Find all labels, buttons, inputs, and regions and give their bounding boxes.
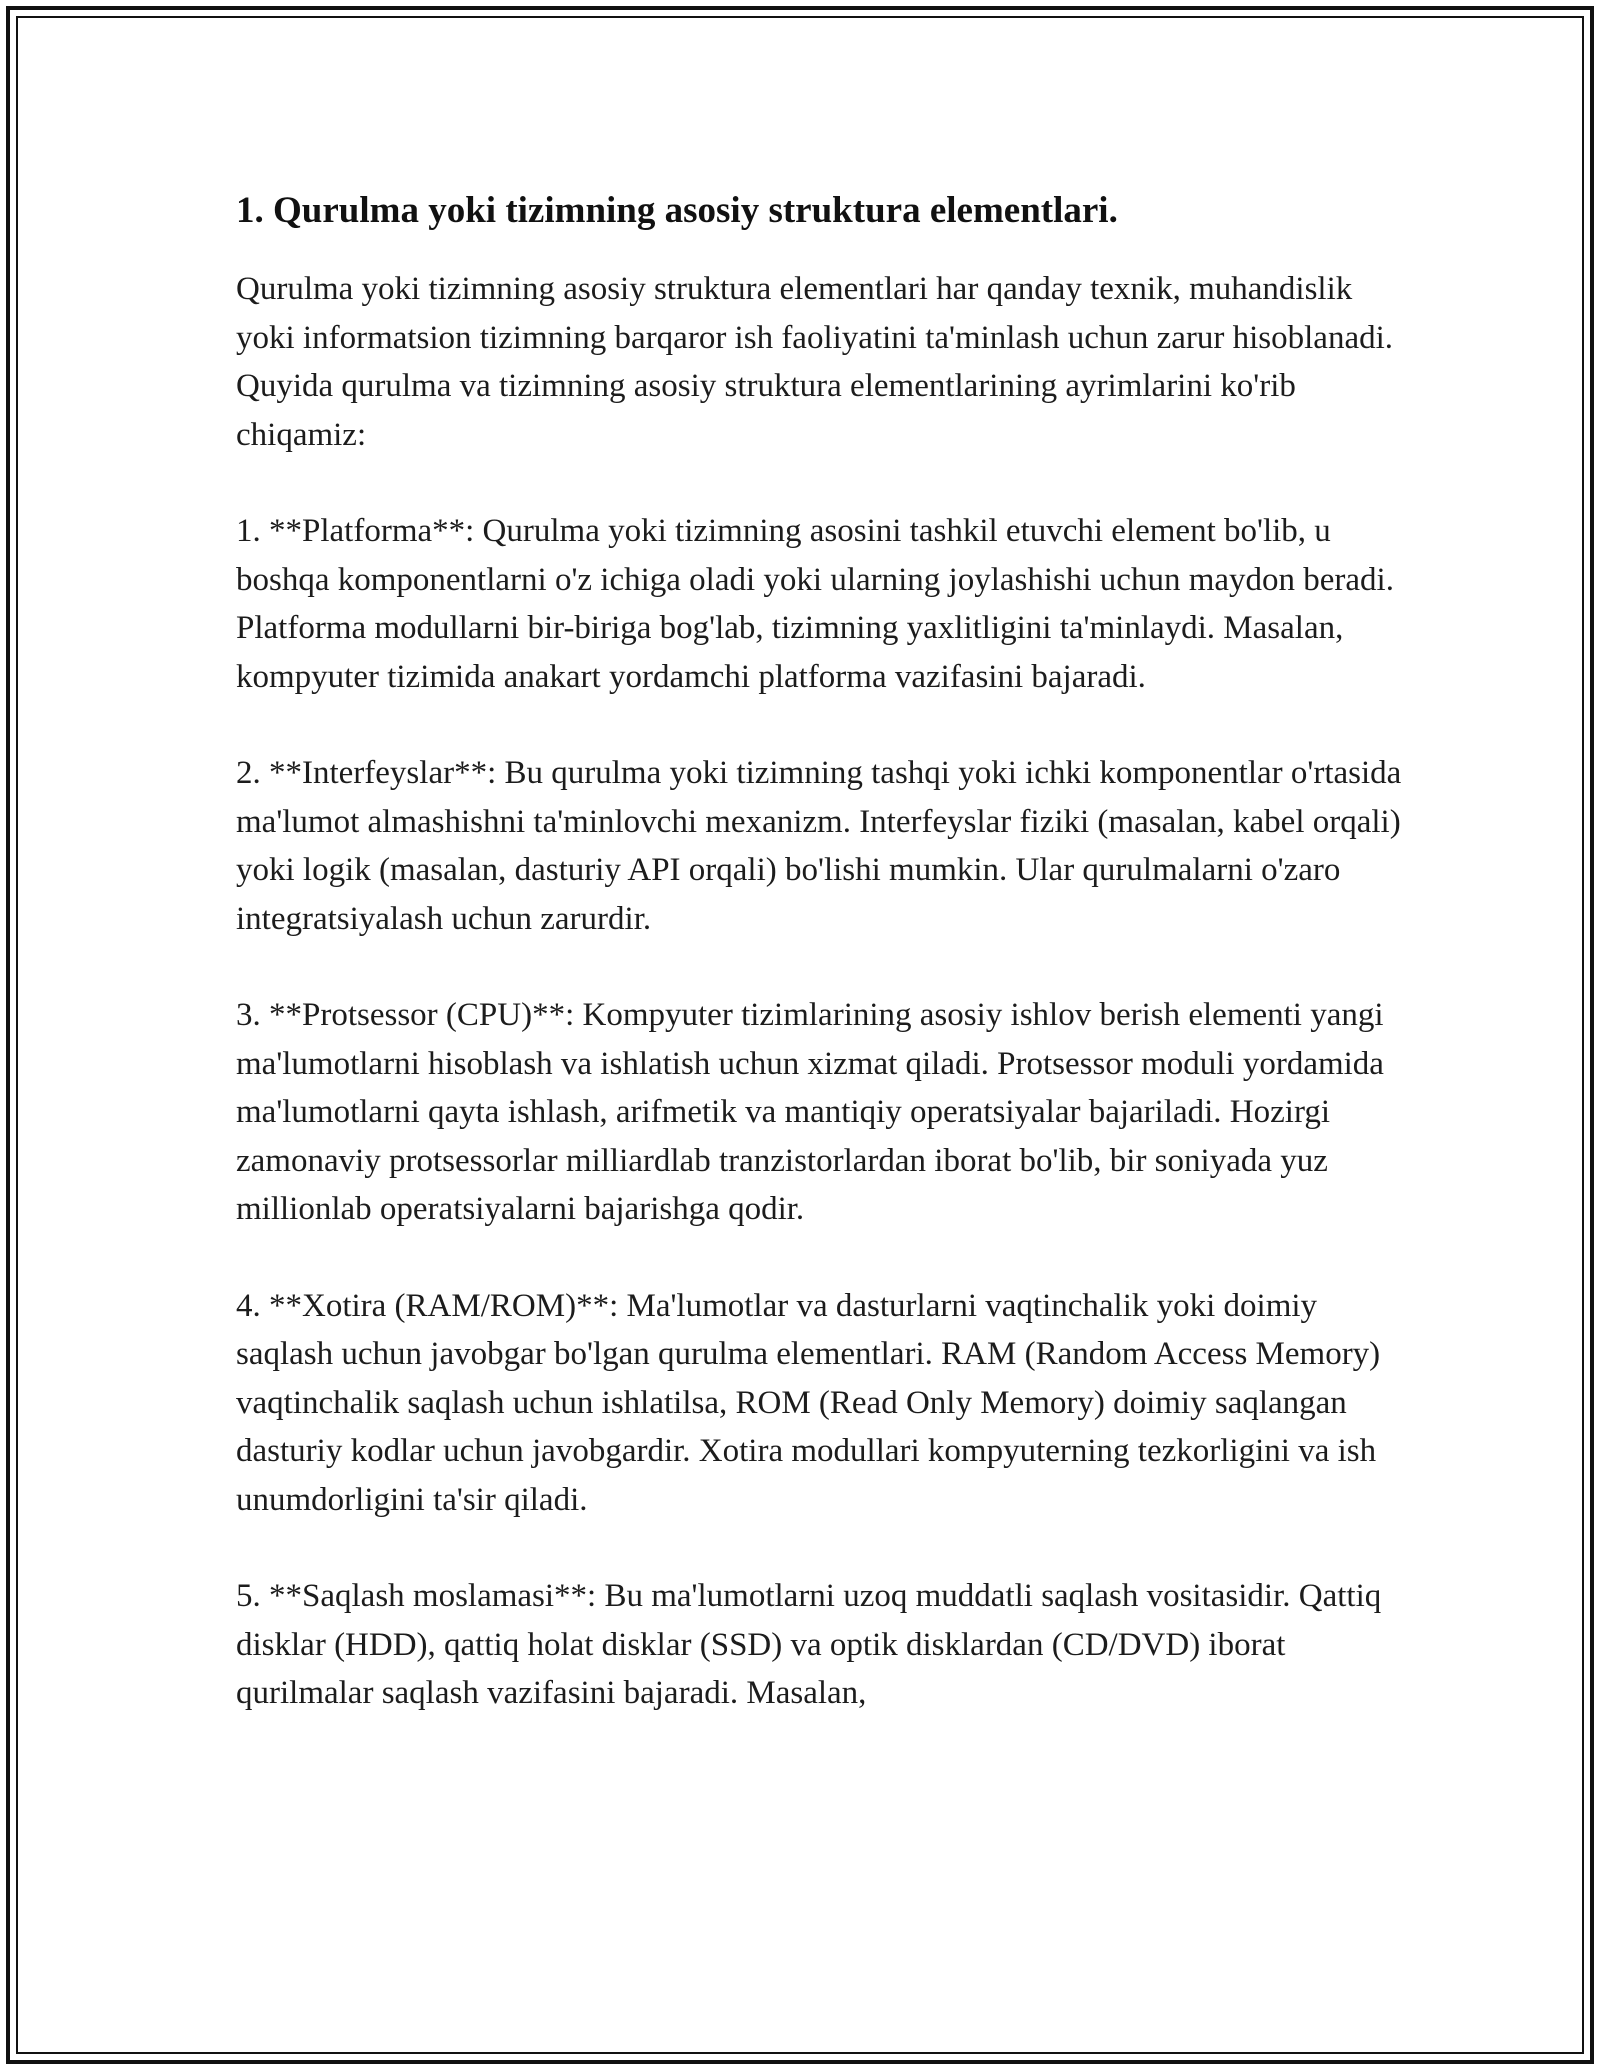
intro-paragraph: Qurulma yoki tizimning asosiy struktura elementlari har qanday texnik, muhandislik yoki informatsion tizimning barqaror ish faoliyatini ta'minlash uchun zarur hisoblanadi. Quyida qurulma va tizimning asosiy struktura elementlarining ayrimlarini ko'rib chiqamiz:: [236, 271, 1394, 453]
paragraph-platforma: 1. **Platforma**: Qurulma yoki tizimning asosini tashkil etuvchi element bo'lib, u boshqa komponentlarni o'z ichiga oladi yoki ularning joylashishi uchun maydon beradi. Platforma modullarni bir-biriga bog'lab, tizimning yaxlitligini ta'minlaydi. Masalan, kompyuter tizimida anakart yordamchi platforma vazifasini bajaradi.: [236, 513, 1394, 695]
paragraph-xotira: 4. **Xotira (RAM/ROM)**: Ma'lumotlar va dasturlarni vaqtinchalik yoki doimiy saqlash uchun javobgar bo'lgan qurulma elementlari. RAM (Random Access Memory) vaqtinchalik saqlash uchun ishlatilsa, ROM (Read Only Memory) doimiy saqlangan dasturiy kodlar uchun javobgardir. Xotira modullari kompyuterning tezkorligini va ish unumdorligini ta'sir qiladi.: [236, 1287, 1381, 1518]
paragraph-protsessor: 3. **Protsessor (CPU)**: Kompyuter tizimlarining asosiy ishlov berish elementi yangi ma'lumotlarni hisoblash va ishlatish uchun xizmat qiladi. Protsessor moduli yordamida ma'lumotlarni qayta ishlash, arifmetik va mantiqiy operatsiyalar bajariladi. Hozirgi zamonaviy protsessorlar milliardlab tranzistorlardan iborat bo'lib, bir soniyada yuz millionlab operatsiyalarni bajarishga qodir.: [236, 997, 1384, 1227]
paragraph-saqlash-moslamasi: 5. **Saqlash moslamasi**: Bu ma'lumotlarni uzoq muddatli saqlash vositasidir. Qattiq disklar (HDD), qattiq holat disklar (SSD) va optik disklardan (CD/DVD) iborat qurilmalar saqlash vazifasini bajaradi. Masalan,: [236, 1578, 1382, 1711]
section-heading: 1. Qurulma yoki tizimning asosiy struktura elementlari.: [236, 190, 1118, 231]
document-body: [236, 185, 1416, 1718]
paragraph-interfeyslar: 2. **Interfeyslar**: Bu qurulma yoki tizimning tashqi yoki ichki komponentlar o'rtasida ma'lumot almashishni ta'minlovchi mexanizm. Interfeyslar fiziki (masalan, kabel orqali) yoki logik (masalan, dasturiy API orqali) bo'lishi mumkin. Ular qurulmalarni o'zaro integratsiyalash uchun zarurdir.: [236, 755, 1402, 937]
